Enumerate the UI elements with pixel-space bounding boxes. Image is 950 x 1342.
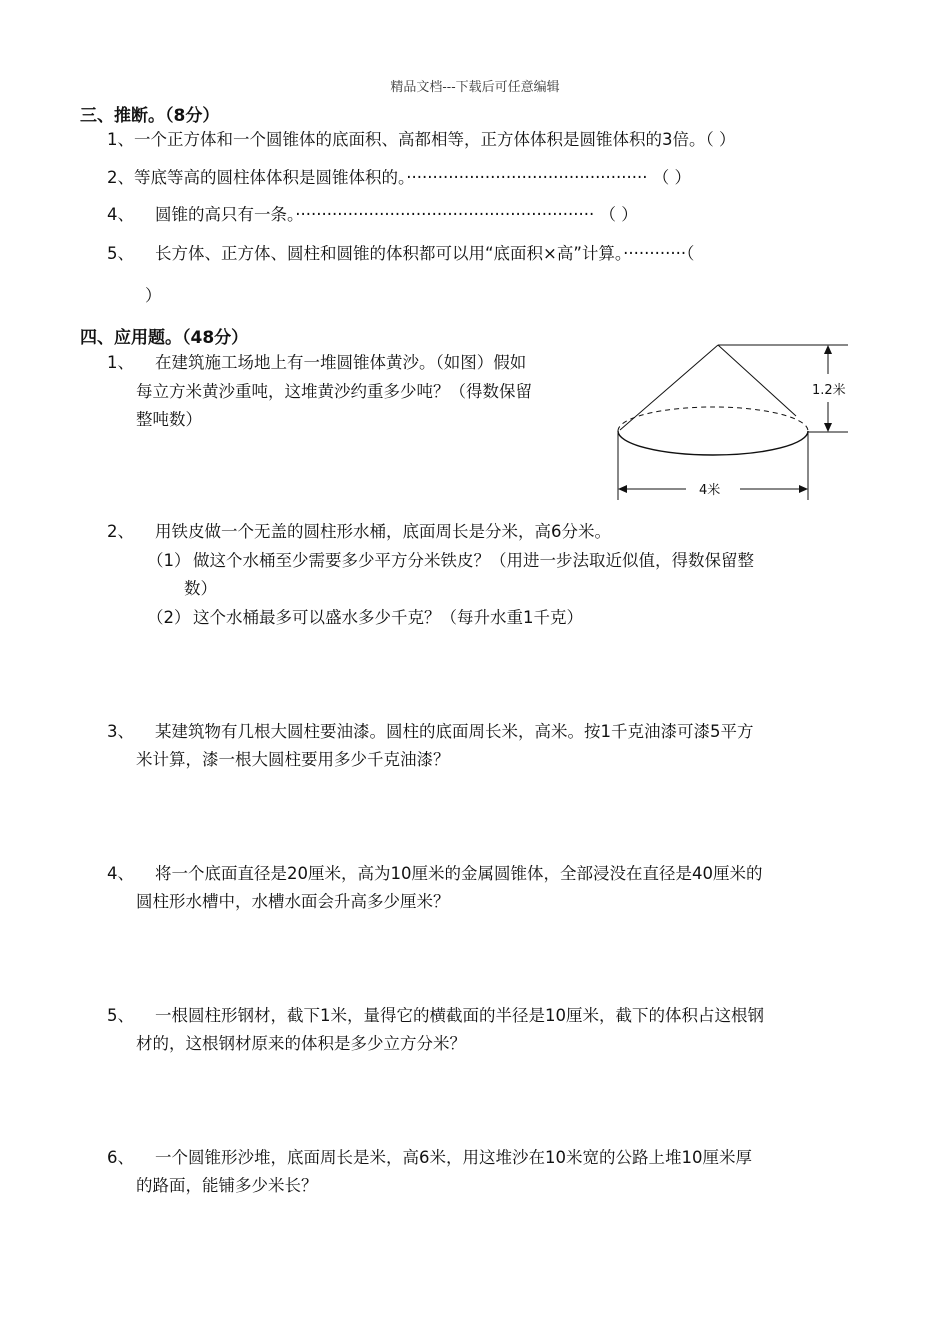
q2-sub-2-num: （2）: [147, 608, 191, 627]
judge-item-1-text: 一个正方体和一个圆锥体的底面积、高都相等，正方体体积是圆锥体积的3倍。（ ）: [134, 130, 736, 149]
height-arrowhead-down: [824, 423, 832, 432]
q6-num: 6、: [107, 1148, 134, 1167]
q1-line-1: [107, 351, 526, 375]
q6-text-1: 一个圆锥形沙堆，底面周长是米，高6米，用这堆沙在10米宽的公路上堆10厘米厚: [155, 1148, 752, 1167]
judge-item-4-text: 圆锥的高只有一条。························································· （ ）: [155, 205, 638, 224]
q1-text-3: 整吨数）: [136, 410, 202, 429]
q2-line-1: [107, 520, 611, 544]
base-front-arc: [618, 431, 808, 455]
diameter-label: 4米: [699, 483, 721, 498]
page-header: 精品文档---下载后可任意编辑: [390, 80, 560, 95]
section-3-title: 三、推断。（8分）: [80, 106, 220, 126]
height-label: 1.2米: [812, 383, 846, 398]
q2-num: 2、: [107, 522, 134, 541]
q1-num: 1、: [107, 353, 134, 372]
diameter-arrowhead-right: [799, 485, 808, 493]
q4-line-1: [107, 862, 763, 886]
q3-text-1: 某建筑物有几根大圆柱要油漆。圆柱的底面周长米，高米。按1千克油漆可漆5平方: [155, 722, 754, 741]
q5-text-2: 材的，这根钢材原来的体积是多少立方分米？: [136, 1034, 466, 1053]
judge-item-4-num: 4、: [107, 205, 134, 224]
judge-item-5-close-paren: ）: [145, 286, 162, 305]
q3-line-1: [107, 720, 754, 744]
base-back-arc: [618, 407, 808, 431]
q4-text-1: 将一个底面直径是20厘米，高为10厘米的金属圆锥体，全部浸没在直径是40厘米的: [155, 864, 763, 883]
judge-item-5-num: 5、: [107, 244, 134, 263]
q2-text-1: 用铁皮做一个无盖的圆柱形水桶，底面周长是分米，高6分米。: [155, 522, 611, 541]
q2-sub-2-text: 这个水桶最多可以盛水多少千克？（每升水重1千克）: [193, 608, 583, 627]
q3-text-2: 米计算，漆一根大圆柱要用多少千克油漆？: [136, 750, 450, 769]
judge-item-2: [107, 166, 691, 190]
q6-line-1: [107, 1146, 752, 1170]
q3-num: 3、: [107, 722, 134, 741]
judge-item-1: [107, 128, 736, 152]
q6-text-2: 的路面，能铺多少米长？: [136, 1176, 318, 1195]
judge-item-2-num: 2、: [107, 168, 134, 187]
q2-sub-1-num: （1）: [147, 551, 191, 570]
q2-sub-2: [147, 606, 583, 630]
q2-sub-1-text-2: 数）: [184, 579, 217, 598]
judge-item-5-text: 长方体、正方体、圆柱和圆锥的体积都可以用“底面积×高”计算。············（: [155, 244, 695, 263]
cone-diagram: [612, 340, 857, 510]
judge-item-1-num: 1、: [107, 130, 134, 149]
height-arrowhead-up: [824, 345, 832, 354]
cone-right-side: [718, 345, 796, 416]
q2-sub-1-text: 做这个水桶至少需要多少平方分米铁皮？（用进一步法取近似值，得数保留整: [193, 551, 754, 570]
q5-num: 5、: [107, 1006, 134, 1025]
judge-item-4: [107, 203, 638, 227]
q4-num: 4、: [107, 864, 134, 883]
section-4-title: 四、应用题。（48分）: [80, 328, 249, 348]
judge-item-5: [107, 242, 694, 266]
q5-text-1: 一根圆柱形钢材，截下1米，量得它的横截面的半径是10厘米，截下的体积占这根钢: [155, 1006, 764, 1025]
diameter-arrowhead-left: [618, 485, 627, 493]
q2-sub-1: [147, 549, 754, 573]
q1-text-2: 每立方米黄沙重吨，这堆黄沙约重多少吨？（得数保留: [136, 382, 532, 401]
q4-text-2: 圆柱形水槽中，水槽水面会升高多少厘米？: [136, 892, 450, 911]
judge-item-2-text: 等底等高的圆柱体体积是圆锥体积的。·············································· （ ）: [134, 168, 692, 187]
q5-line-1: [107, 1004, 764, 1028]
q1-text-1: 在建筑施工场地上有一堆圆锥体黄沙。（如图）假如: [155, 353, 527, 372]
